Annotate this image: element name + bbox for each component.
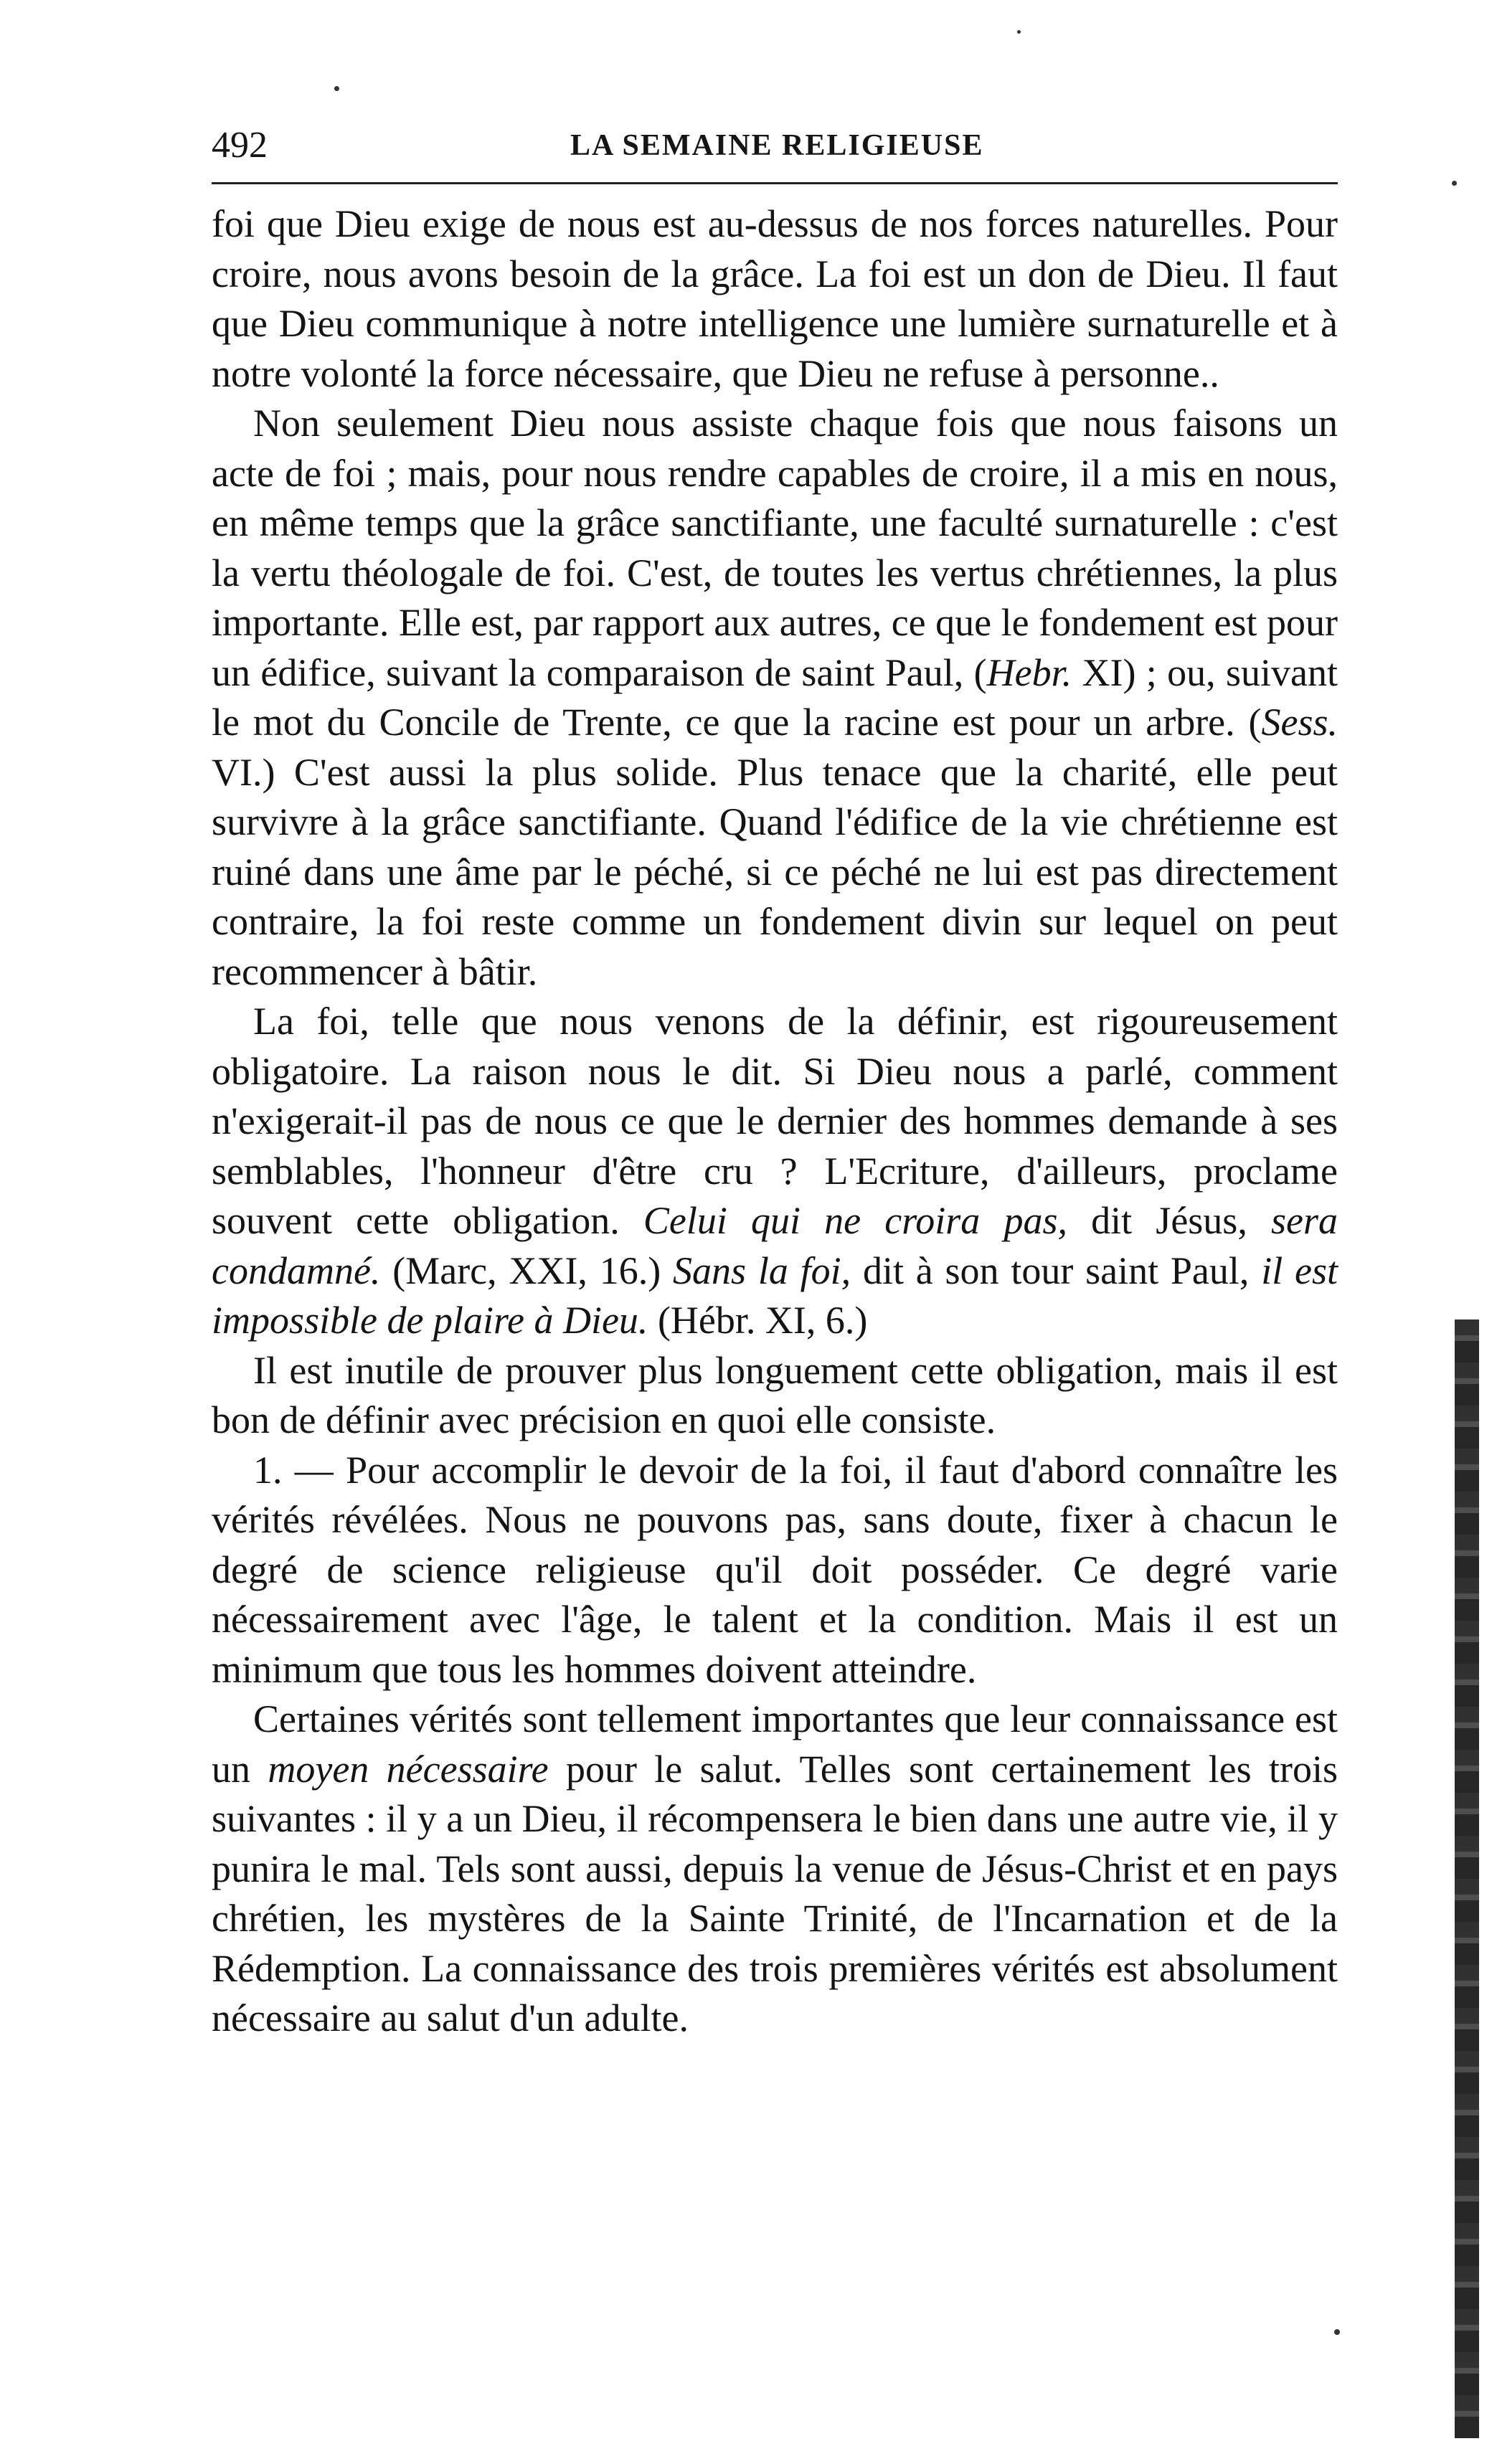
- text-run: La foi, telle que nous venons de la définir, est rigoureusement obligatoire. La raison nous le dit. Si Dieu nous a parlé, comment n'exigerait-il pas de nous ce que le dernier des hommes demande à ses semblables, l'honneur d'être cru ? L'Ecriture, d'ailleurs, proclame souvent cette obligation.: [212, 1000, 1338, 1242]
- running-title: LA SEMAINE RELIGIEUSE: [570, 129, 984, 162]
- scan-edge-shadow: [1455, 1319, 1479, 2438]
- paragraph: [212, 1695, 1338, 2044]
- paragraph: [212, 399, 1338, 997]
- text-run: foi que Dieu exige de nous est au-dessus de nos forces naturelles. Pour croire, nous avons besoin de la grâce. La foi est un don de Dieu. Il faut que Dieu communique à notre intelligence une lumière surnaturelle et à notre volonté la force nécessaire, que Dieu ne refuse à personne..: [212, 202, 1338, 395]
- paragraph: [212, 1346, 1338, 1446]
- paragraph: [212, 997, 1338, 1346]
- italic-text: moyen nécessaire: [268, 1747, 549, 1791]
- text-run: XI) ; ou, suivant le mot du Concile de Trente, ce que la racine est pour un arbre. (: [212, 650, 1338, 744]
- italic-text: Sans la foi,: [673, 1248, 851, 1292]
- paragraph: [212, 199, 1338, 399]
- text-run: VI.) C'est aussi la plus solide. Plus tenace que la charité, elle peut survivre à la grâce sanctifiante. Quand l'édifice de la vie chrétienne est ruiné dans une âme par le péché, si ce péché ne lui est pas directement contraire, la foi reste comme un fondement divin sur lequel on peut recommencer à bâtir.: [212, 750, 1338, 993]
- scan-speck: [1017, 30, 1021, 34]
- text-run: Certaines vérités sont tellement importantes que leur connaissance est un: [212, 1697, 1338, 1791]
- text-run: 1. — Pour accomplir le devoir de la foi, il faut d'abord connaître les vérités révélées. Nous ne pouvons pas, sans doute, fixer à chacun le degré de science religieuse qu'il doit posséder. Ce degré varie nécessairement avec l'âge, le talent et la condition. Mais il est un minimum que tous les hommes doivent atteindre.: [212, 1448, 1338, 1691]
- text-run: (Hébr. XI, 6.): [648, 1299, 868, 1342]
- text-run: pour le salut. Telles sont certainement les trois suivantes : il y a un Dieu, il récompensera le bien dans une autre vie, il y punira le mal. Tels sont aussi, depuis la venue de Jésus-Christ et en pays chrétien, les mystères de la Sainte Trinité, de l'Incarnation et de la Rédemption. La connaissance des trois premières vérités est absolument nécessaire au salut d'un adulte.: [212, 1747, 1338, 2039]
- scan-speck: [334, 86, 339, 91]
- scan-speck: [1452, 181, 1457, 186]
- page-header: [212, 120, 1338, 171]
- italic-text: Sess.: [1261, 701, 1338, 744]
- paragraph: [212, 1446, 1338, 1695]
- page-number: 492: [212, 125, 268, 166]
- text-run: dit à son tour saint Paul,: [851, 1248, 1262, 1292]
- italic-text: Celui qui ne croira pas,: [643, 1199, 1067, 1242]
- body-text: [212, 199, 1338, 2044]
- text-run: Non seulement Dieu nous assiste chaque fois que nous faisons un acte de foi ; mais, pour nous rendre capables de croire, il a mis en nous, en même temps que la grâce sanctifiante, une faculté surnaturelle : c'est la vertu théologale de foi. C'est, de toutes les vertus chrétiennes, la plus importante. Elle est, par rapport aux autres, ce que le fondement est pour un édifice, suivant la comparaison de saint Paul, (: [212, 402, 1338, 694]
- scan-speck: [1334, 2329, 1340, 2335]
- italic-text: sera condamné.: [212, 1199, 1338, 1292]
- header-rule: [212, 182, 1338, 184]
- italic-text: il est impossible de plaire à Dieu.: [212, 1248, 1338, 1342]
- text-run: dit Jésus,: [1067, 1199, 1271, 1242]
- text-run: Il est inutile de prouver plus longuement cette obligation, mais il est bon de définir avec précision en quoi elle consiste.: [212, 1348, 1338, 1441]
- italic-text: Hebr.: [986, 650, 1072, 694]
- text-run: (Marc, XXI, 16.): [380, 1248, 674, 1292]
